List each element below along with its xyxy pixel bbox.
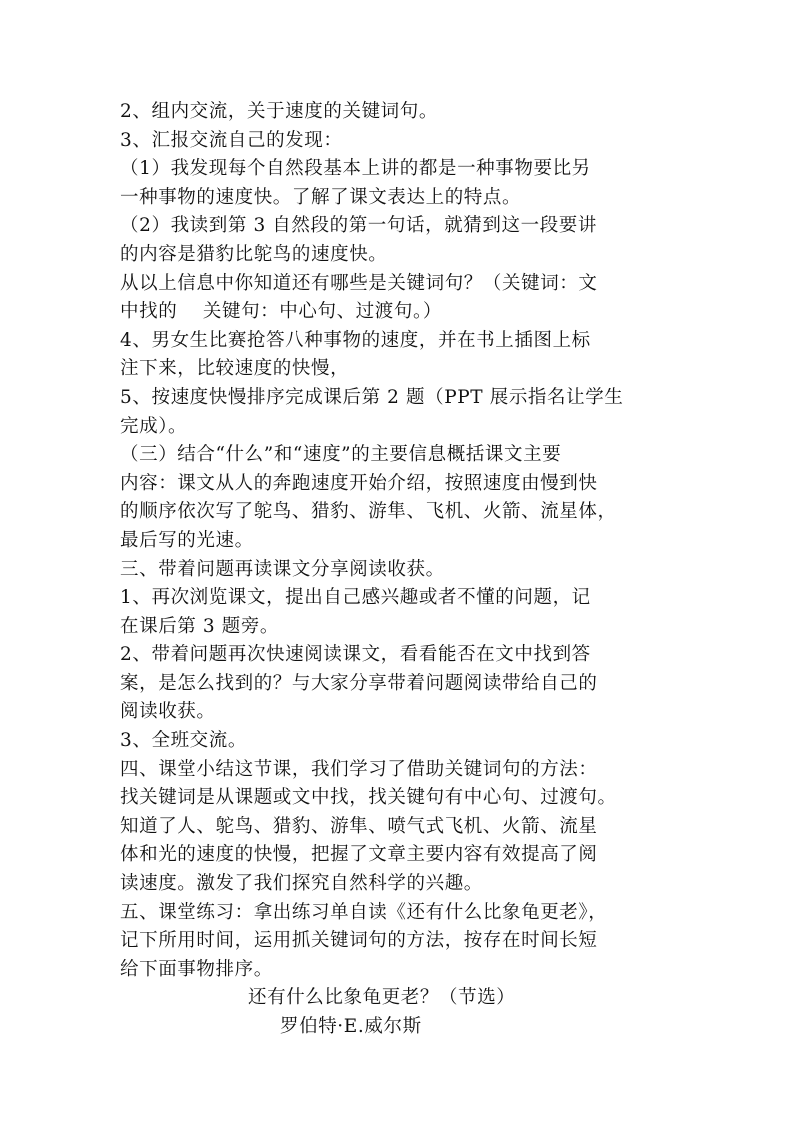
text-line: 知道了人、鸵鸟、猎豹、游隼、喷气式飞机、火箭、流星 xyxy=(120,815,598,837)
text-line: 一种事物的速度快。了解了课文表达上的特点。 xyxy=(120,186,522,208)
text-line: 在课后第 3 题旁。 xyxy=(120,615,280,637)
text-line: 1、再次浏览课文，提出自己感兴趣或者不懂的问题，记 xyxy=(120,587,591,609)
text-line: 给下面事物排序。 xyxy=(120,958,273,980)
document-body xyxy=(120,98,680,1042)
text-line: 的顺序依次写了鸵鸟、猎豹、游隼、飞机、火箭、流星体， xyxy=(120,501,617,523)
text-line: 案，是怎么找到的？与大家分享带着问题阅读带给自己的 xyxy=(120,672,598,694)
text-line: 记下所用时间，运用抓关键词句的方法，按存在时间长短 xyxy=(120,930,598,952)
text-line: 阅读收获。 xyxy=(120,701,216,723)
text-line: 最后写的光速。 xyxy=(120,529,254,551)
text-line: 4、男女生比赛抢答八种事物的速度，并在书上插图上标 xyxy=(120,329,591,351)
text-line: 3、全班交流。 xyxy=(120,730,247,752)
text-line: 5、按速度快慢排序完成课后第 2 题（PPT 展示指名让学生 xyxy=(120,386,624,408)
text-line: 2、带着问题再次快速阅读课文，看看能否在文中找到答 xyxy=(120,644,591,666)
text-line: 注下来，比较速度的快慢， xyxy=(120,358,350,380)
text-line: 三、带着问题再读课文分享阅读收获。 xyxy=(120,558,445,580)
text-line: 体和光的速度的快慢，把握了文章主要内容有效提高了阅 xyxy=(120,844,598,866)
text-line: 五、课堂练习：拿出练习单自读《还有什么比象龟更老》， xyxy=(120,901,608,923)
reading-title: 还有什么比象龟更老？（节选） xyxy=(248,987,516,1009)
text-line: 的内容是猎豹比鸵鸟的速度快。 xyxy=(120,243,388,265)
text-line: （三）结合“什么”和“速度”的主要信息概括课文主要 xyxy=(120,444,562,466)
text-line: 从以上信息中你知道还有哪些是关键词句？（关键词：文 xyxy=(120,272,598,294)
text-line: 2、组内交流，关于速度的关键词句。 xyxy=(120,101,438,122)
text-line: 3、汇报交流自己的发现： xyxy=(120,129,343,151)
reading-author: 罗伯特·E.威尔斯 xyxy=(280,1016,422,1037)
text-line: 找关键词是从课题或文中找，找关键句有中心句、过渡句。 xyxy=(120,787,617,809)
text-line: 四、课堂小结这节课，我们学习了借助关键词句的方法： xyxy=(120,758,598,780)
text-line: 完成）。 xyxy=(120,415,188,437)
text-line: 中找的 关键句：中心句、过渡句。） xyxy=(120,301,442,323)
text-line: （1）我发现每个自然段基本上讲的都是一种事物要比另 xyxy=(120,158,591,180)
text-line: 内容：课文从人的奔跑速度开始介绍，按照速度由慢到快 xyxy=(120,472,598,494)
text-line: （2）我读到第 3 自然段的第一句话，就猜到这一段要讲 xyxy=(120,215,598,237)
text-line: 读速度。激发了我们探究自然科学的兴趣。 xyxy=(120,873,483,895)
